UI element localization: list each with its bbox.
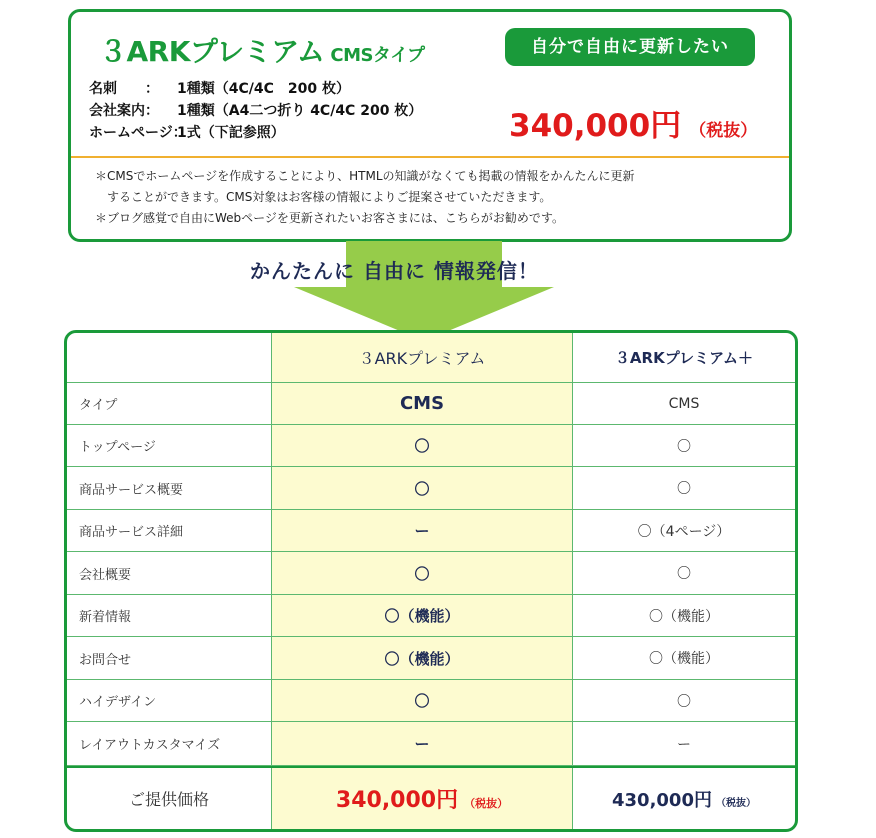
premium-plus-price-amount: 430,000円 <box>612 789 712 811</box>
row-label: トップページ <box>67 425 272 466</box>
note-line: ＊CMSでホームページを作成することにより、HTMLの知識がなくても掲載の情報をかんたんに更新 <box>95 169 635 183</box>
premium-cell: ー <box>272 510 573 551</box>
premium-cell: CMS <box>272 383 573 424</box>
premium-plus-cell: 〇（4ページ） <box>637 523 731 540</box>
spec-label: 会社案内： <box>89 103 159 119</box>
plan-title-suffix: CMSタイプ <box>330 45 425 66</box>
table-row <box>67 637 795 680</box>
spec-value: 1式（下記参照） <box>177 125 285 141</box>
spec-row-homepage <box>89 122 422 144</box>
premium-plus-price-cell <box>573 768 795 829</box>
spec-label: ホームページ： <box>89 125 187 141</box>
table-header-blank <box>67 333 272 382</box>
premium-price <box>336 783 508 814</box>
premium-plus-cell: 〇 <box>677 566 691 582</box>
table-row <box>67 552 795 595</box>
premium-plus-cell: CMS <box>668 395 700 412</box>
premium-plus-price-tax: （税抜） <box>715 797 756 809</box>
spec-row-company-brochure <box>89 100 422 122</box>
table-row <box>67 722 795 766</box>
premium-plus-price <box>612 786 756 812</box>
row-label: 新着情報 <box>67 595 272 636</box>
note-line: することができます。CMS対象はお客様の情報によりご提案させていただきます。 <box>107 190 552 204</box>
plan-price-amount: 340,000円 <box>509 108 682 144</box>
comparison-table <box>64 330 798 832</box>
table-row <box>67 595 795 637</box>
table-header-row <box>67 333 795 383</box>
premium-cell: ー <box>272 722 573 765</box>
slogan: かんたんに 自由に 情報発信！ <box>250 259 539 283</box>
premium-plus-cell: ー <box>677 736 691 753</box>
spec-value: 1種類（A4二つ折り 4C/4C 200 枚） <box>177 103 423 119</box>
table-row <box>67 425 795 467</box>
plan-summary-panel <box>68 9 792 242</box>
premium-cell: 〇 <box>272 467 573 509</box>
row-label: お問合せ <box>67 637 272 679</box>
spec-row-business-card <box>89 78 422 100</box>
table-row <box>67 467 795 510</box>
cms-badge: 自分で自由に更新したい <box>505 28 755 66</box>
plan-price-tax: （税抜） <box>689 121 758 141</box>
premium-cell: 〇 <box>272 552 573 594</box>
plan-title <box>99 30 425 70</box>
row-label: 会社概要 <box>67 552 272 594</box>
premium-cell: 〇（機能） <box>272 595 573 636</box>
premium-cell: 〇 <box>272 680 573 721</box>
price-row-label: ご提供価格 <box>67 768 272 829</box>
row-label: ハイデザイン <box>67 680 272 721</box>
premium-plus-cell: 〇 <box>677 481 691 497</box>
premium-cell: 〇（機能） <box>272 637 573 679</box>
row-label: タイプ <box>67 383 272 424</box>
panel-divider <box>71 156 789 158</box>
plan-price <box>509 100 757 145</box>
spec-list <box>89 78 422 144</box>
premium-price-tax: （税抜） <box>464 797 509 810</box>
premium-plus-cell: 〇（機能） <box>649 651 719 667</box>
row-label: 商品サービス詳細 <box>67 510 272 551</box>
plan-title-main: ３ARKプレミアム <box>99 35 325 68</box>
table-header-premium-plus: ３ARKプレミアム＋ <box>614 349 754 367</box>
table-row <box>67 510 795 552</box>
row-label: 商品サービス概要 <box>67 467 272 509</box>
spec-label: 名刺 ： <box>89 81 159 97</box>
spec-value: 1種類（4C/4C 200 枚） <box>177 81 350 97</box>
premium-plus-cell: 〇 <box>677 438 691 455</box>
row-label: レイアウトカスタマイズ <box>67 722 272 765</box>
premium-cell: 〇 <box>272 425 573 466</box>
plan-notes <box>95 166 635 229</box>
table-row <box>67 680 795 722</box>
premium-price-amount: 340,000円 <box>335 788 459 813</box>
note-line: ＊ブログ感覚で自由にWebページを更新されたいお客さまには、こちらがお勧めです。 <box>95 211 564 225</box>
table-price-row <box>67 766 795 829</box>
premium-plus-cell: 〇 <box>677 693 691 710</box>
table-row <box>67 383 795 425</box>
premium-price-cell <box>272 768 573 829</box>
premium-plus-cell: 〇（機能） <box>649 608 719 625</box>
table-header-premium: ３ARKプレミアム <box>272 333 573 382</box>
